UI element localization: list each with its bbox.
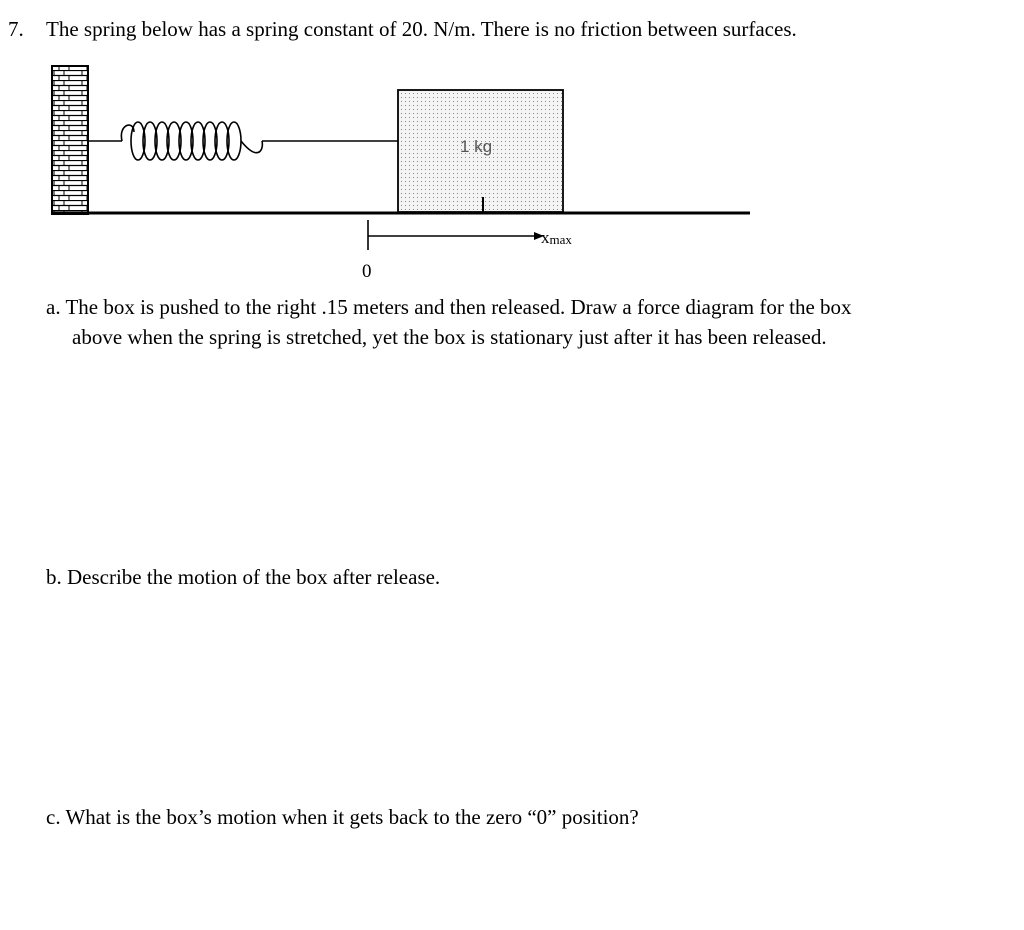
part-b: b. Describe the motion of the box after release. <box>46 565 441 589</box>
part-a-line-1: a. The box is pushed to the right .15 meters and then released. Draw a force diagram for the box <box>46 295 852 319</box>
spring-mass-diagram <box>0 0 1024 300</box>
spring-coil <box>121 122 262 160</box>
question-stem: The spring below has a spring constant of 20. N/m. There is no friction between surfaces. <box>46 17 797 41</box>
mass-label: 1 kg <box>460 137 493 156</box>
part-a-line-2: above when the spring is stretched, yet the box is stationary just after it has been released. <box>72 325 827 349</box>
xmax-label <box>541 228 572 247</box>
xmax-main: x <box>541 228 550 247</box>
xmax-subscript: max <box>549 232 572 247</box>
part-c: c. What is the box’s motion when it gets back to the zero “0” position? <box>46 805 639 829</box>
origin-label: 0 <box>362 261 372 282</box>
brick-wall <box>52 66 88 214</box>
question-number: 7. <box>8 17 24 41</box>
